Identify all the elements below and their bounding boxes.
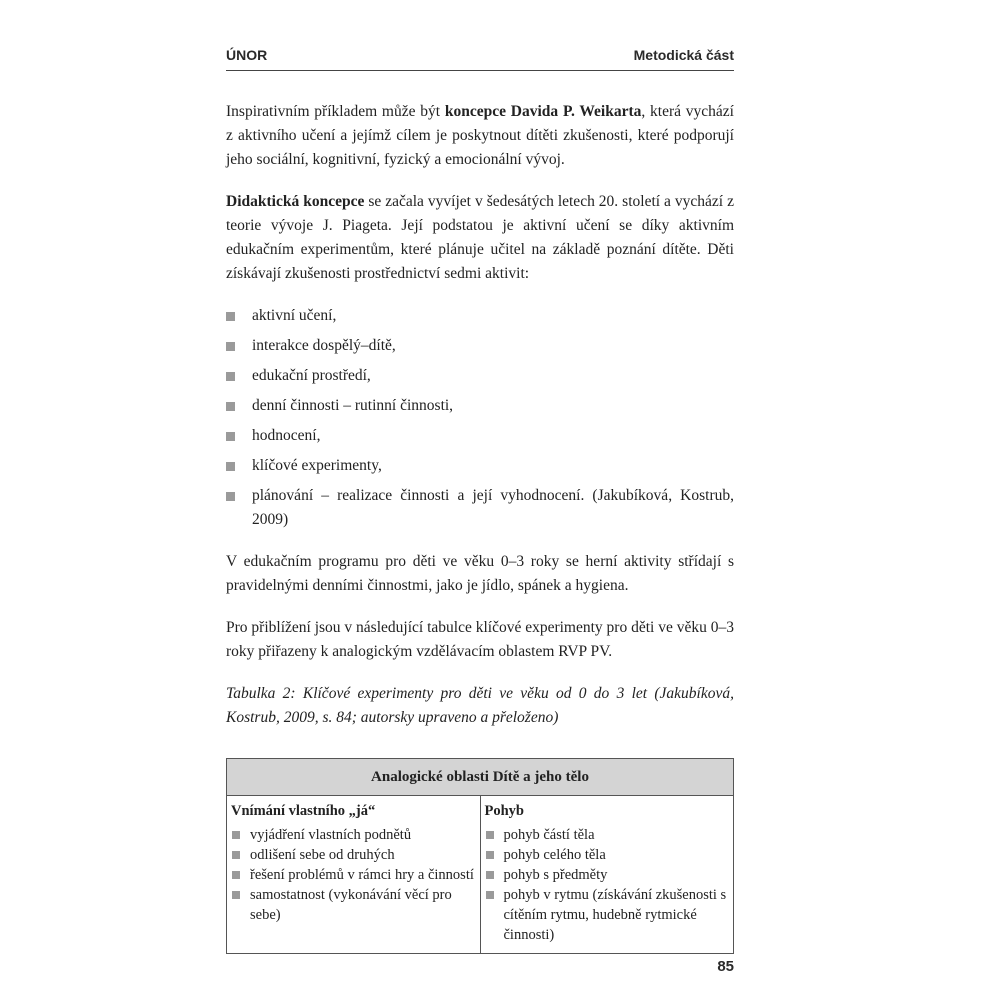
chapter-title: ÚNOR xyxy=(226,47,268,63)
list-item-text: klíčové experimenty, xyxy=(252,457,382,474)
list-item xyxy=(226,394,734,418)
paragraph-didactic-bold: Didaktická koncepce xyxy=(226,193,365,210)
paragraph-didactic xyxy=(226,190,734,286)
list-item xyxy=(226,424,734,448)
list-item xyxy=(226,454,734,478)
experiments-table xyxy=(226,758,734,954)
list-item xyxy=(231,865,476,885)
running-header xyxy=(226,44,734,68)
list-item xyxy=(485,865,730,885)
table-column-movement xyxy=(480,796,734,954)
list-item-text: pohyb v rytmu (získávání zkušenosti s cítěním rytmu, hudebně rytmické činnosti) xyxy=(503,887,727,943)
square-bullet-icon xyxy=(486,891,494,899)
list-item xyxy=(226,364,734,388)
square-bullet-icon xyxy=(486,831,494,839)
list-item-text: vyjádření vlastních podnětů xyxy=(250,827,412,843)
list-item-text: aktivní učení, xyxy=(252,307,337,324)
self-list xyxy=(231,825,476,925)
list-item-text: řešení problémů v rámci hry a činností xyxy=(250,867,474,883)
list-item xyxy=(231,825,476,845)
page-number: 85 xyxy=(717,958,734,975)
square-bullet-icon xyxy=(486,871,494,879)
list-item-text: samostatnost (vykonávání věcí pro sebe) xyxy=(250,887,452,923)
square-bullet-icon xyxy=(232,831,240,839)
square-bullet-icon xyxy=(226,402,235,411)
table-caption: Tabulka 2: Klíčové experimenty pro děti ve věku od 0 do 3 let (Jakubíková, Kostrub, 2009, s. 84; autorsky upraveno a přeloženo) xyxy=(226,685,734,726)
main-text xyxy=(226,100,734,954)
list-item-text: odlišení sebe od druhých xyxy=(250,847,395,863)
table-header: Analogické oblasti Dítě a jeho tělo xyxy=(227,759,734,796)
square-bullet-icon xyxy=(226,342,235,351)
list-item xyxy=(226,304,734,328)
list-item xyxy=(231,885,476,925)
square-bullet-icon xyxy=(232,891,240,899)
paragraph-didactic-text: se začala vyvíjet v šedesátých letech 20. století a vychází z teorie vývoje J. Piageta. Její podstatou je aktivní učení se díky aktivním edukačním experimentům, které plánuje učitel na základě poznání dítěte. Děti získávají zkušenosti prostřednictví sedmi aktivit: xyxy=(226,193,734,282)
square-bullet-icon xyxy=(226,432,235,441)
list-item-text: hodnocení, xyxy=(252,427,321,444)
paragraph-weikart-bold: koncepce Davida P. Weikarta xyxy=(444,103,642,120)
paragraph-weikart-start: Inspirativním příkladem může být xyxy=(226,103,445,120)
list-item-text: denní činnosti – rutinní činnosti, xyxy=(252,397,454,414)
list-item-text: plánování – realizace činnosti a její vyhodnocení. (Jakubíková, Kostrub, 2009) xyxy=(252,487,734,528)
square-bullet-icon xyxy=(226,462,235,471)
column-title-movement: Pohyb xyxy=(484,803,524,819)
square-bullet-icon xyxy=(226,312,235,321)
square-bullet-icon xyxy=(486,851,494,859)
section-title: Metodická část xyxy=(633,47,734,63)
list-item-text: pohyb s předměty xyxy=(503,867,608,883)
paragraph-weikart xyxy=(226,100,734,172)
paragraph-weikart-end: , která vychází z aktivního učení a jejímž cílem je poskytnout dítěti zkušenosti, které podporují jeho sociální, kognitivní, fyzický a emocionální vývoj. xyxy=(226,103,734,168)
paragraph-table-intro: Pro přiblížení jsou v následující tabulce klíčové experimenty pro děti ve věku 0–3 roky přiřazeny k analogickým vzdělávacím oblastem RVP PV. xyxy=(226,619,734,660)
list-item-text: interakce dospělý–dítě, xyxy=(252,337,396,354)
activities-list xyxy=(226,304,734,532)
column-title-self: Vnímání vlastního „já“ xyxy=(231,803,376,819)
table-column-self xyxy=(227,796,481,954)
list-item xyxy=(485,885,730,945)
list-item-text: pohyb částí těla xyxy=(503,827,595,843)
list-item-text: edukační prostředí, xyxy=(252,367,371,384)
square-bullet-icon xyxy=(232,871,240,879)
list-item xyxy=(485,825,730,845)
list-item xyxy=(231,845,476,865)
square-bullet-icon xyxy=(226,372,235,381)
list-item xyxy=(226,484,734,532)
list-item-text: pohyb celého těla xyxy=(503,847,606,863)
list-item xyxy=(226,334,734,358)
list-item xyxy=(485,845,730,865)
square-bullet-icon xyxy=(226,492,235,501)
movement-list xyxy=(485,825,730,945)
square-bullet-icon xyxy=(232,851,240,859)
paragraph-program: V edukačním programu pro děti ve věku 0–3 roky se herní aktivity střídají s pravidelnými denními činnostmi, jako je jídlo, spánek a hygiena. xyxy=(226,553,734,594)
header-rule xyxy=(226,70,734,71)
